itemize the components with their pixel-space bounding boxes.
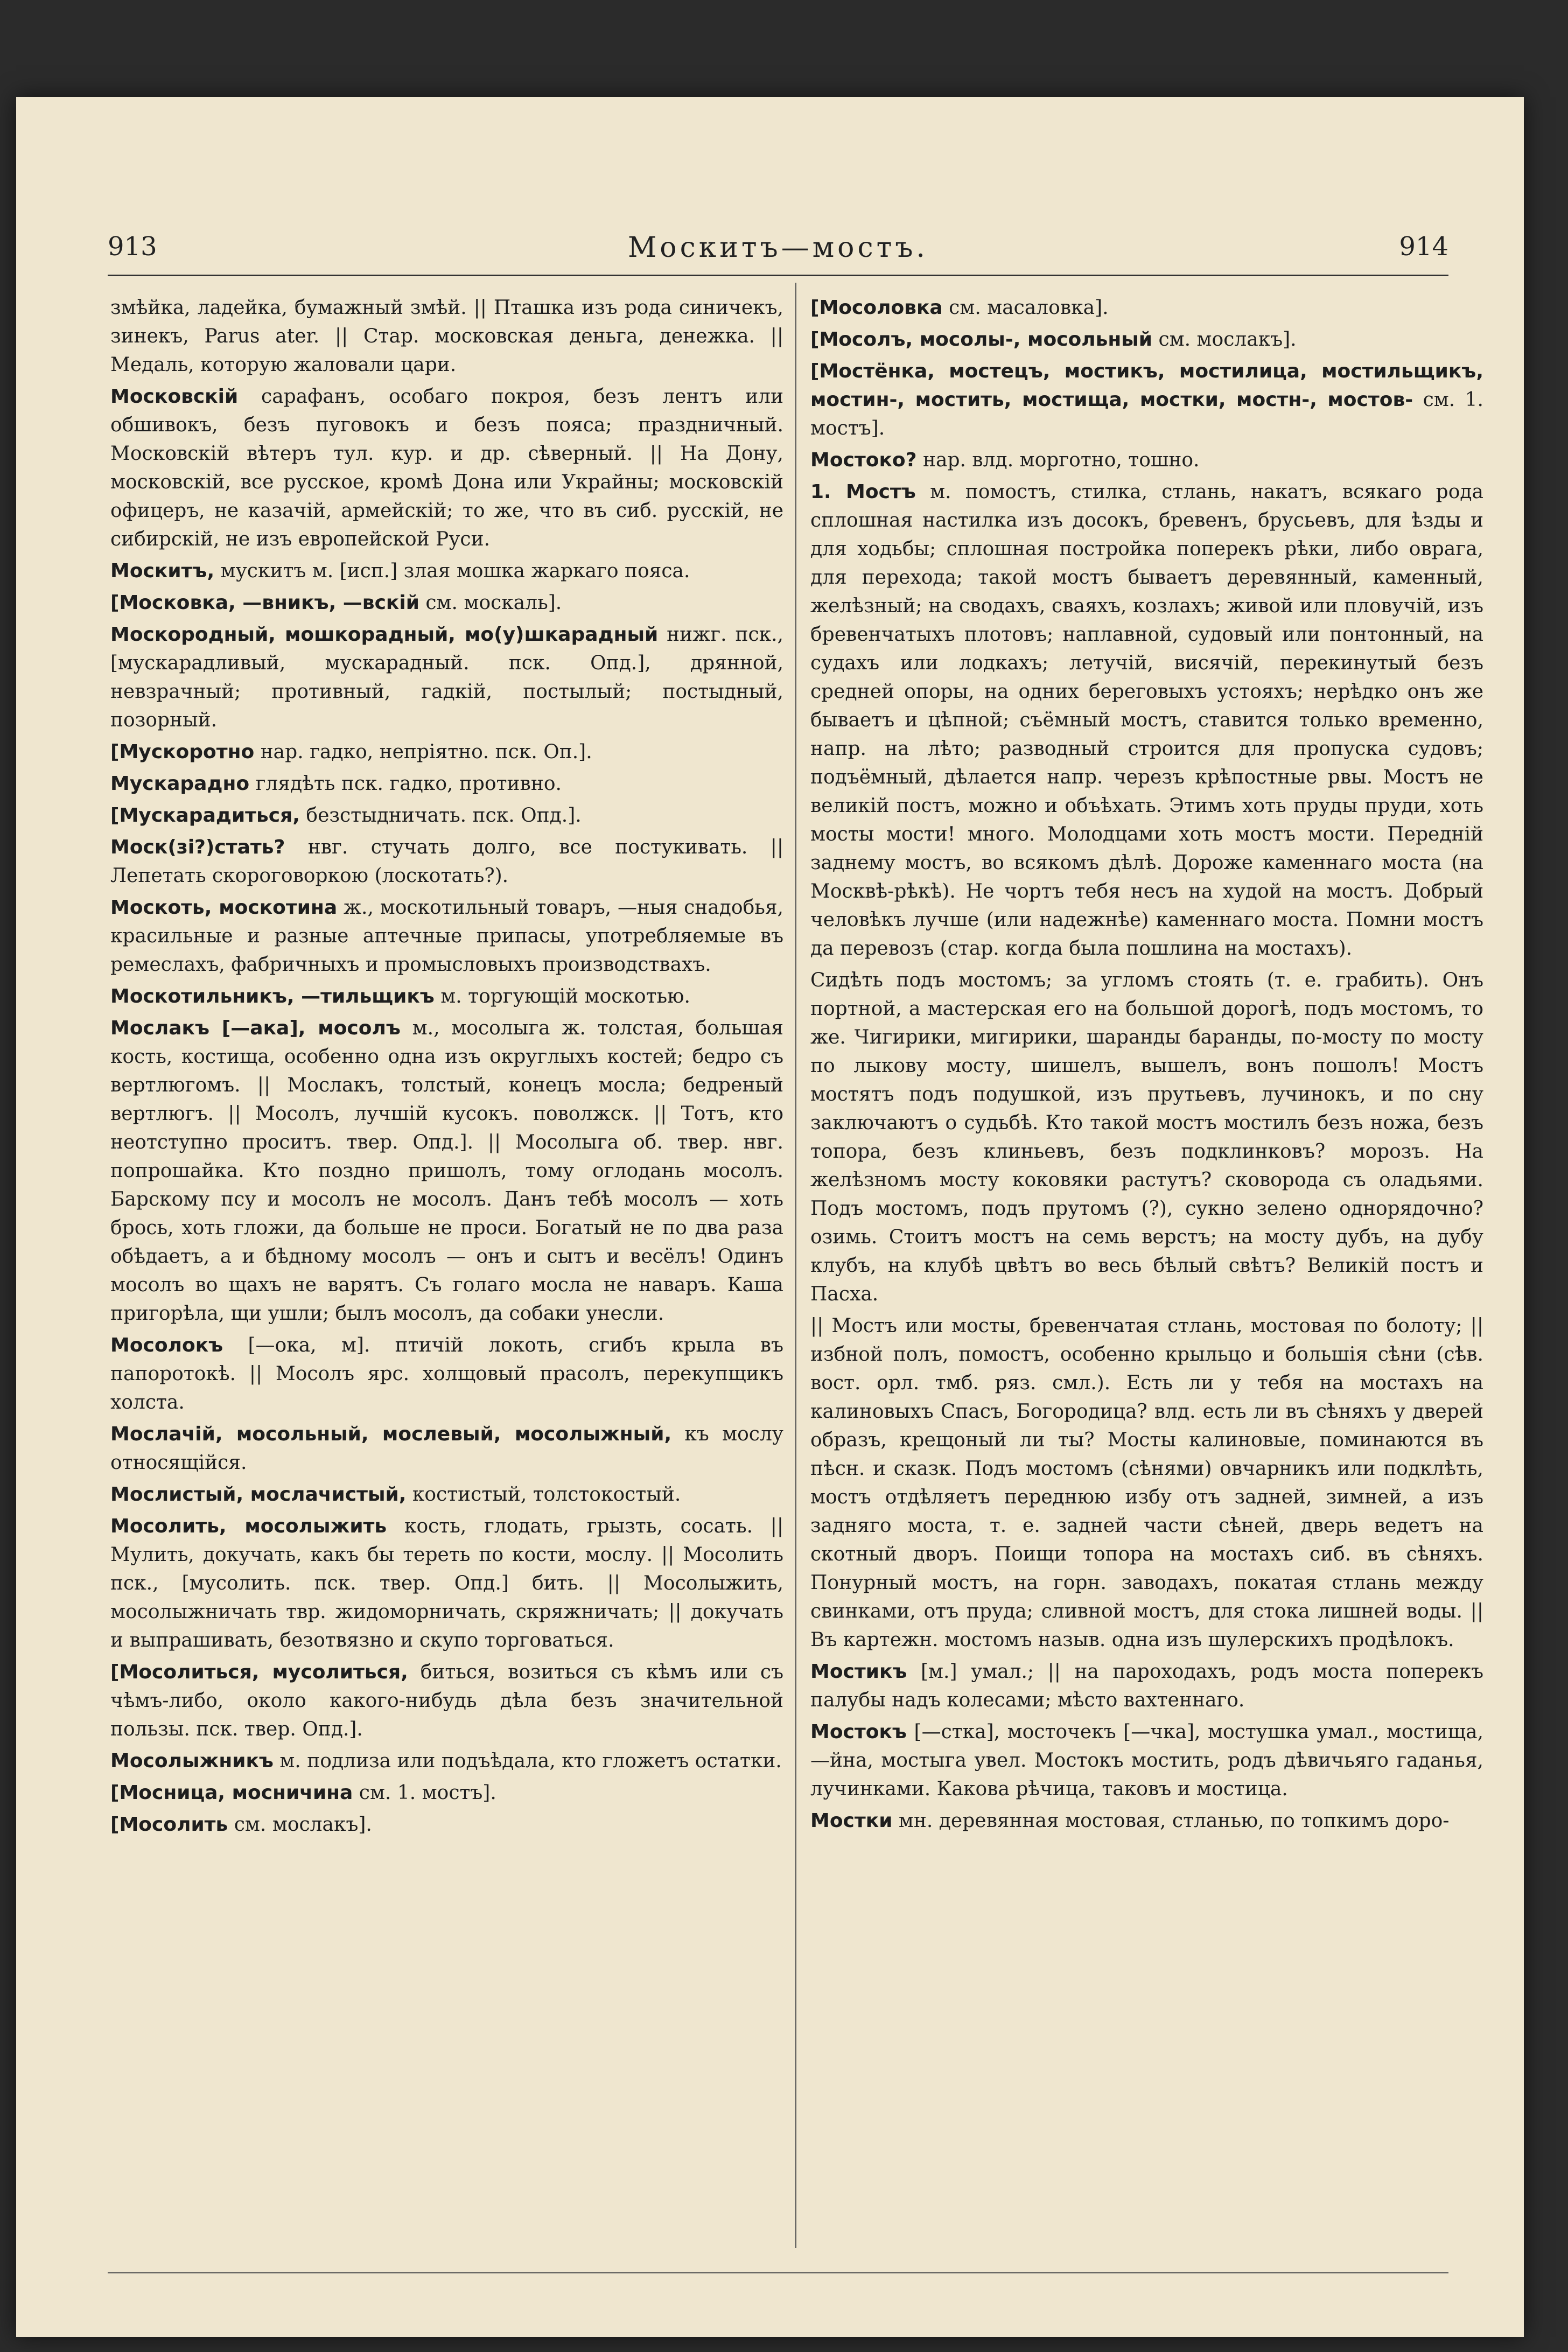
entry-headword: Москитъ,	[110, 560, 215, 582]
entry-headword: Москотильникъ, —тильщикъ	[110, 985, 435, 1007]
running-title: Москитъ—мостъ.	[628, 232, 928, 264]
entry-definition: мн. деревянная мостовая, стланью, по топкимъ доро-	[898, 1810, 1450, 1832]
entry-definition: нар. гадко, непріятно. пск. Оп.].	[260, 741, 592, 763]
entry-definition: см. москаль].	[425, 592, 562, 614]
dictionary-entry	[810, 357, 1483, 443]
entry-headword: Мускарадно	[110, 773, 250, 795]
page-number-right: 914	[1399, 232, 1448, 262]
entry-definition: ж., москотильный товаръ, —ныя снадобья, красильные и разные аптечные припасы, употребляемые въ ремеслахъ, фабричныхъ и промысловыхъ производствахъ.	[110, 897, 784, 976]
entry-definition: см. 1. мостъ].	[359, 1782, 496, 1804]
dictionary-entry	[110, 382, 783, 554]
entry-definition: см. мослакъ].	[234, 1814, 372, 1836]
entry-definition: нижг. пск., [мускарадливый, мускарадный. пск. Опд.], дрянной, невзрачный; противный, гадкій, постылый; постыдный, позорный.	[110, 624, 783, 731]
dictionary-entry	[810, 293, 1483, 322]
entry-definition: змѣйка, ладейка, бумажный змѣй. || Пташка изъ рода синичекъ, зинекъ, Parus ater. || Стар. московская деньга, денежка. || Медаль, которую жаловали цари.	[110, 297, 783, 376]
entry-headword: Мослакъ [—ака], мосолъ	[110, 1017, 401, 1039]
entry-definition: [—ока, м]. птичій локоть, сгибъ крыла въ папоротокѣ. || Мосолъ ярс. холщовый прасолъ, перекупщикъ холста.	[110, 1334, 783, 1413]
dictionary-entry	[110, 620, 783, 734]
entry-definition: см. 1. мостъ].	[810, 389, 1483, 439]
dictionary-page	[16, 97, 1524, 2337]
dictionary-entry	[810, 1312, 1483, 1654]
entry-definition: сарафанъ, особаго покроя, безъ лентъ или обшивокъ, безъ пуговокъ и безъ пояса; праздничный. Московскій вѣтеръ тул. кур. и др. сѣверный. || На Дону, московскій, все русское, кромѣ Дона или Украйны; московскій офицеръ, не казачій, армейскій; то же, что въ сиб. русскій, не сибирскій, не изъ европейской Руси.	[110, 386, 783, 550]
entry-definition: нвг. стучать долго, все постукивать. || Лепетать скороговоркою (лоскотать?).	[110, 836, 783, 887]
entry-definition: [м.] умал.; || на пароходахъ, родъ моста поперекъ палубы надъ колесами; мѣсто вахтеннаго.	[810, 1661, 1483, 1711]
entry-definition: м. помостъ, стилка, стлань, накатъ, всякаго рода сплошная настилка изъ досокъ, бревенъ, брусьевъ, для ѣзды и для ходьбы; сплошная постройка поперекъ рѣки, либо оврага, для перехода; такой мостъ бываетъ деревянный, каменный, желѣзный; на сводахъ, сваяхъ, козлахъ; живой или пловучій, изъ бревенчатыхъ плотовъ; наплавной, судовый или понтонный, на судахъ или лодкахъ; летучій, висячій, перекинутый безъ средней опоры, на одних береговыхъ устояхъ; нерѣдко онъ же бываетъ и цѣпной; съёмный мостъ, ставится только временно, напр. на лѣто; разводный строится для пропуска судовъ; подъёмный, дѣлается напр. черезъ крѣпостные рвы. Мостъ не великій постъ, можно и объѣхать. Этимъ хоть пруды пруди, хоть мосты мости! много. Молодцами хоть мостъ мости. Передній заднему мостъ, во всякомъ дѣлѣ. Дороже каменнаго моста (на Москвѣ-рѣкѣ). Не чортъ тебя несъ на худой на мостъ. Добрый человѣкъ лучше (или надежнѣе) каменнаго моста. Помни мостъ да перевозъ (стар. когда была пошлина на мостахъ).	[810, 481, 1483, 960]
entry-headword: Московскій	[110, 386, 239, 408]
entry-headword: [Мосница, мосничина	[110, 1782, 353, 1804]
entry-headword: Мостокъ	[810, 1721, 907, 1743]
entry-definition: биться, возиться съ кѣмъ или съ чѣмъ-либо, около какого-нибудь дѣла безъ значительной пользы. пск. твер. Опд.].	[110, 1661, 783, 1740]
dictionary-entry	[110, 833, 783, 890]
entry-definition: Сидѣть подъ мостомъ; за угломъ стоять (т. е. грабить). Онъ портной, а мастерская его на большой дорогѣ, подъ мостомъ, то же. Чигирики, мигирики, шаранды баранды, по-мосту по мосту по лыкову мосту, шишелъ, вышелъ, вонъ пошолъ! Мостъ мостятъ подъ подушкой, изъ прутьевъ, лучинокъ, и по сну заключаютъ о судьбѣ. Кто такой мостъ мостилъ безъ ножа, безъ топора, безъ клиньевъ, безъ подклинковъ? морозъ. На желѣзномъ мосту коковяки растутъ? сковорода съ оладьями. Подъ мостомъ, подъ прутомъ (?), сукно зелено однорядочно? озимь. Стоитъ мостъ на семь верстъ; на мосту дубъ, на дубу клубъ, на клубѣ цвѣтъ во весь бѣлый свѣтъ? Великій постъ и Пасха.	[810, 969, 1483, 1305]
dictionary-entry	[110, 1512, 783, 1655]
entry-definition: къ мослу относящійся.	[110, 1423, 783, 1474]
entry-definition: || Мостъ или мосты, бревенчатая стлань, мостовая по болоту; || избной полъ, помостъ, особенно крыльцо и большія сѣни (сѣв. вост. орл. тмб. ряз. смл.). Есть ли у тебя на мостахъ на калиновыхъ Спасъ, Богородица? влд. есть ли въ сѣняхъ у дверей образъ, крещоный ли ты? Мосты калиновые, поминаются въ пѣсн. и сказк. Подъ мостомъ (сѣнями) овчарникъ или подклѣть, мостъ отдѣляетъ переднюю избу отъ задней, зимней, а изъ задняго моста, т. е. задней части сѣней, дверь ведетъ на скотный дворъ. Поищи топора на мостахъ сиб. въ сѣняхъ. Понурный мостъ, на горн. заводахъ, покатая стлань между свинками, отъ пруда; сливной мостъ, для стока лишней воды. || Въ картежн. мостомъ назыв. одна изъ шулерскихъ продѣлокъ.	[810, 1315, 1483, 1651]
entry-definition: мускитъ м. [исп.] злая мошка жаркаго пояса.	[220, 560, 690, 582]
dictionary-entry	[110, 1747, 783, 1775]
header-rule	[108, 275, 1448, 276]
left-column	[110, 293, 783, 1842]
entry-headword: Мостоко?	[810, 449, 917, 471]
entry-definition: нар. влд. морготно, тошно.	[923, 449, 1200, 471]
dictionary-entry	[110, 1331, 783, 1417]
entry-headword: Моск(зі?)стать?	[110, 836, 285, 858]
entry-definition: глядѣть пск. гадко, противно.	[255, 773, 562, 795]
dictionary-entry	[110, 893, 783, 979]
dictionary-entry	[810, 478, 1483, 963]
entry-headword: [Мосолиться, мусолиться,	[110, 1661, 408, 1683]
entry-headword: Москородный, мошкорадный, мо(у)шкарадный	[110, 624, 659, 646]
dictionary-entry	[110, 1420, 783, 1477]
entry-definition: [—стка], мосточекъ [—чка], мостушка умал., мостища, —йна, мостыга увел. Мостокъ мостить, родъ дѣвичьяго гаданья, лучинками. Какова рѣчица, таковъ и мостица.	[810, 1721, 1483, 1800]
dictionary-entry	[110, 738, 783, 766]
dictionary-entry	[110, 589, 783, 617]
dictionary-entry	[110, 1480, 783, 1509]
entry-definition: костистый, толстокостый.	[412, 1483, 681, 1506]
entry-definition: м. подлиза или подъѣдала, кто гложетъ остатки.	[279, 1750, 782, 1772]
entry-headword: Москоть, москотина	[110, 897, 338, 919]
entry-definition: кость, глодать, грызть, сосать. || Мулить, докучать, какъ бы тереть по кости, мослу. || Мосолить пск., [мусолить. пск. твер. Опд.] бить. || Мосолыжить, мосолыжничать твр. жидоморничать, скряжничать; || докучать и выпрашивать, безотвязно и скупо торговаться.	[110, 1515, 784, 1651]
entry-headword: [Мускоротно	[110, 741, 255, 763]
page-header	[108, 232, 1448, 275]
entry-headword: Мосолокъ	[110, 1334, 223, 1356]
entry-definition: м., мосолыга ж. толстая, большая кость, костища, особенно одна изъ округлыхъ костей; бедро съ вертлюгомъ. || Мослакъ, толстый, конецъ мосла; бедреный вертлюгъ. || Мосолъ, лучшій кусокъ. поволжск. || Тотъ, кто неотступно проситъ. твер. Опд.]. || Мосолыга об. твер. нвг. попрошайка. Кто поздно пришолъ, тому оглодань мосолъ. Барскому псу и мосолъ не мосолъ. Данъ тебѣ мосолъ — хоть брось, хоть гложи, да больше не проси. Богатый не по два раза обѣдаетъ, а и бѣдному мосолъ — онъ и сытъ и весёлъ! Одинъ мосолъ во щахъ не варятъ. Съ голаго мосла не наваръ. Каша пригорѣла, щи ушли; былъ мосолъ, да собаки унесли.	[110, 1017, 783, 1325]
dictionary-entry	[810, 1807, 1483, 1835]
entry-headword: [Мостёнка, мостецъ, мостикъ, мостилица, мостильщикъ, мостин-, мостить, мостища, мостки, мостн-, мостов-	[810, 360, 1483, 411]
dictionary-entry	[110, 557, 783, 585]
entry-headword: 1. Мостъ	[810, 481, 916, 503]
entry-definition: см. масаловка].	[949, 297, 1109, 319]
dictionary-entry	[810, 446, 1483, 474]
dictionary-entry	[110, 293, 783, 379]
entry-headword: [Мосолить	[110, 1814, 228, 1836]
column-divider	[795, 283, 796, 2248]
entry-headword: Мосолить, мосолыжить	[110, 1515, 387, 1537]
dictionary-entry	[110, 1810, 783, 1839]
entry-headword: Мосолыжникъ	[110, 1750, 274, 1772]
entry-definition: см. мослакъ].	[1158, 328, 1297, 351]
footer-rule	[108, 2272, 1448, 2273]
dictionary-entry	[810, 966, 1483, 1308]
dictionary-entry	[110, 982, 783, 1011]
dictionary-entry	[810, 1657, 1483, 1714]
page-number-left: 913	[108, 232, 157, 262]
entry-headword: Мостикъ	[810, 1661, 907, 1683]
entry-definition: безстыдничать. пск. Опд.].	[306, 804, 582, 827]
dictionary-entry	[110, 1014, 783, 1328]
entry-headword: Мостки	[810, 1810, 893, 1832]
entry-headword: [Московка, —вникъ, —вскій	[110, 592, 419, 614]
entry-definition: м. торгующій москотью.	[440, 985, 690, 1007]
dictionary-entry	[110, 801, 783, 830]
entry-headword: Мослистый, мослачистый,	[110, 1483, 407, 1506]
dictionary-entry	[110, 1658, 783, 1744]
entry-headword: [Мосоловка	[810, 297, 943, 319]
entry-headword: [Мосолъ, мосолы-, мосольный	[810, 328, 1153, 351]
dictionary-entry	[810, 1718, 1483, 1803]
dictionary-entry	[810, 325, 1483, 354]
dictionary-entry	[110, 769, 783, 798]
entry-headword: [Мускарадиться,	[110, 804, 300, 827]
right-column	[810, 293, 1483, 1838]
entry-headword: Мослачій, мосольный, мослевый, мосолыжный,	[110, 1423, 672, 1445]
dictionary-entry	[110, 1779, 783, 1807]
